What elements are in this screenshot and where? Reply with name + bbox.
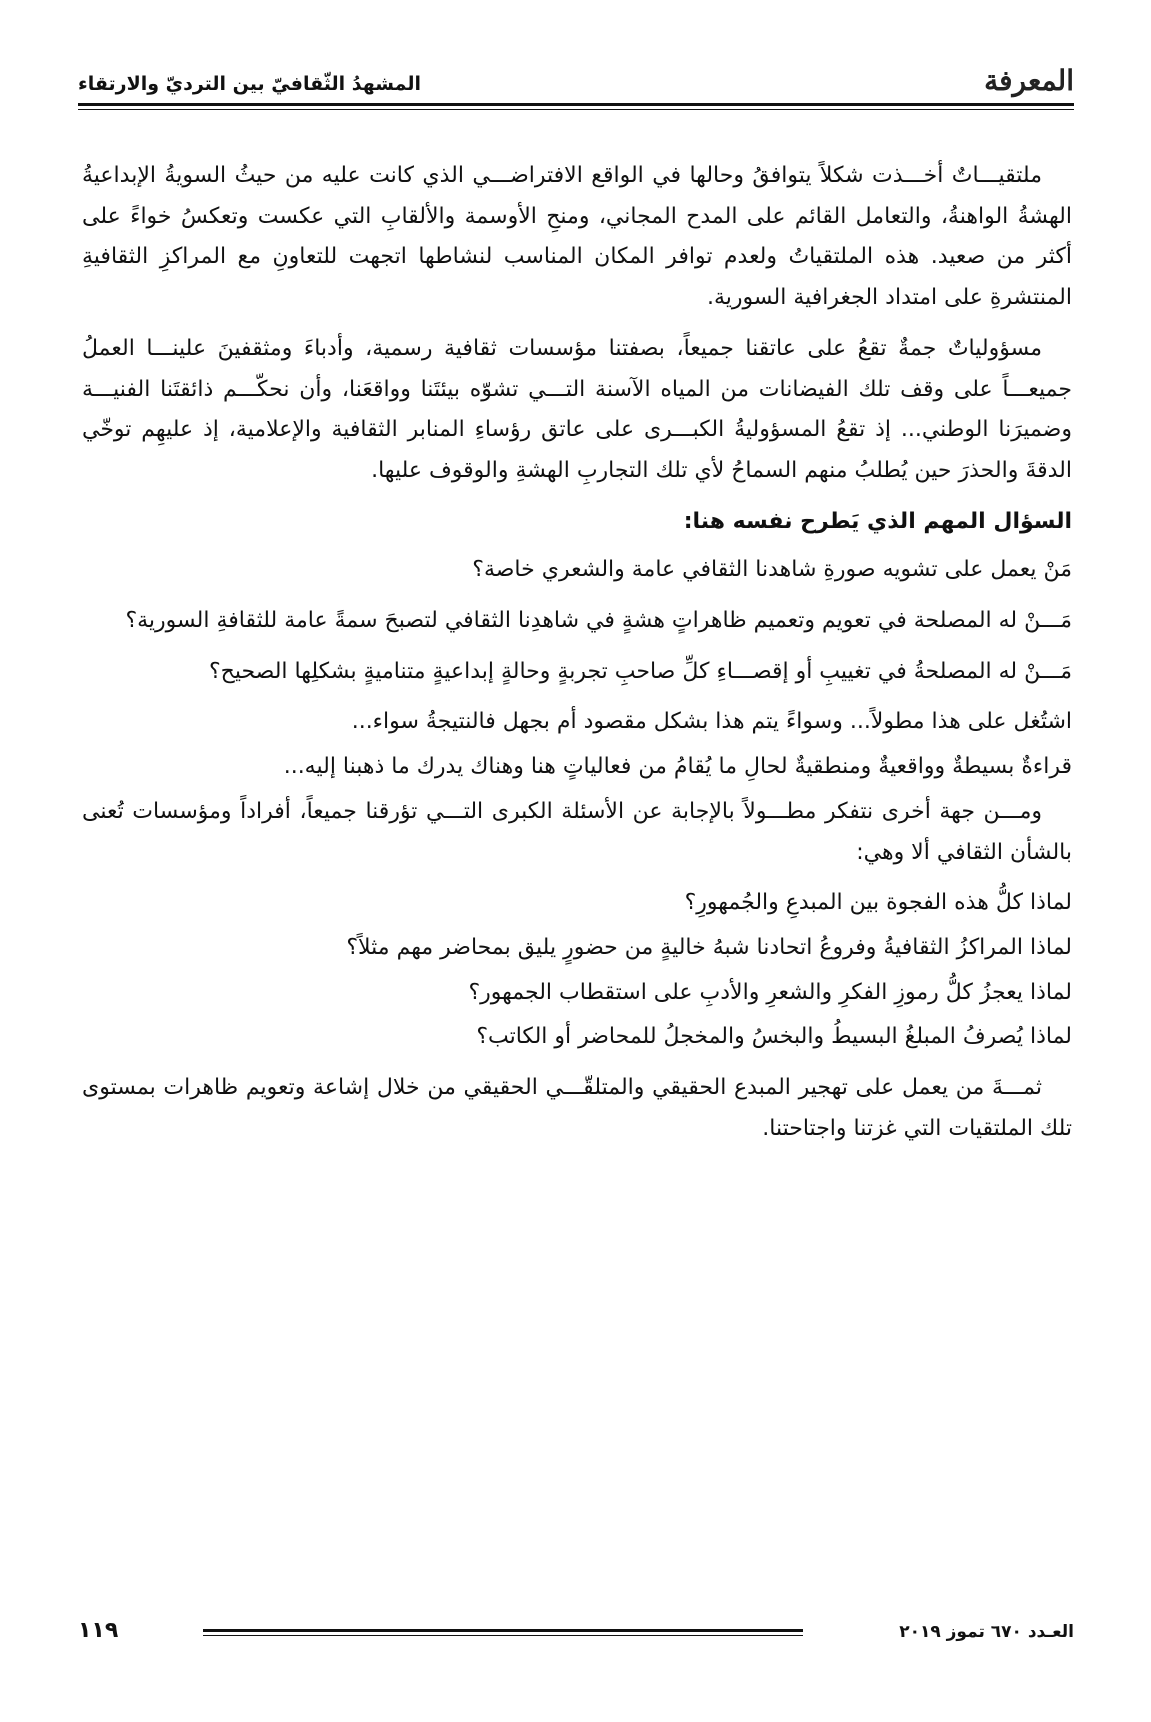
running-title: المشهدُ الثّقافيّ بين الترديّ والارتقاء [78, 73, 422, 95]
section-question-heading: السؤال المهم الذي يَطرح نفسه هنا: [683, 508, 1072, 534]
page-footer [78, 1618, 1074, 1648]
paragraph: ثمـــةَ من يعمل على تهجير المبدع الحقيقي والمتلقّـــي الحقيقي من خلال إشاعة وتعويم ظاهرات بمستوى تلك الملتقيات التي غزتنا واجتاحتنا. [82, 1075, 1072, 1141]
question: لماذا يعجزُ كلُّ رموزِ الفكرِ والشعرِ والأدبِ على استقطاب الجمهور؟ [468, 979, 1072, 1005]
page-number: ١١٩ [78, 1618, 119, 1643]
question: مَـــنْ له المصلحةُ في تغييبِ أو إقصـــاءِ كلِّ صاحبِ تجربةٍ وحالةٍ إبداعيةٍ متناميةٍ بشكلِها الصحيح؟ [208, 658, 1072, 684]
question: لماذا المراكزُ الثقافيةُ وفروعُ اتحادنا شبهُ خاليةٍ من حضورٍ يليق بمحاضر مهم مثلاً؟ [346, 934, 1072, 960]
article-body [82, 156, 1072, 1159]
issue-info: العـدد ٦٧٠ تموز ٢٠١٩ [899, 1622, 1074, 1642]
question: لماذا كلُّ هذه الفجوة بين المبدعِ والجُمهورِ؟ [684, 890, 1072, 916]
magazine-logo: المعرفة [984, 64, 1074, 97]
question: مَـــنْ له المصلحة في تعويم وتعميم ظاهراتٍ هشةٍ في شاهدِنا الثقافي لتصبحَ سمةً عامة للثقافةِ السورية؟ [125, 608, 1072, 634]
paragraph: ومـــن جهة أخرى نتفكر مطـــولاً بالإجابة عن الأسئلة الكبرى التـــي تؤرقنا جميعاً، أفراداً ومؤسسات تُعنى بالشأن الثقافي ألا وهي: [82, 798, 1072, 865]
paragraph: مسؤولياتٌ جمةٌ تقعُ على عاتقنا جميعاً، بصفتنا مؤسسات ثقافية رسمية، وأدباءَ ومثقفينَ علينـــا العملُ جميعـــاً على وقف تلك الفيضانات من المياه الآسنة التـــي تشوّه بيئتَنا وواقعَنا، وأن نحكّـــم ذائقتَنا الفنيـــة وضميرَنا الوطني... إذ تقعُ المسؤوليةُ الكبـــرى على عاتق رؤساءِ المنابر الثقافية والإعلامية، إذ عليهِم توخّي الدقةَ والحذرَ حين يُطلبُ منهم السماحُ لأي تلك التجاربِ الهشةِ والوقوف عليها. [82, 335, 1072, 483]
footer-rule [203, 1629, 803, 1632]
paragraph: قراءةٌ بسيطةٌ وواقعيةٌ ومنطقيةٌ لحالِ ما يُقامُ من فعالياتٍ هنا وهناك يدرك ما ذهبنا إليه... [283, 754, 1072, 780]
paragraph: اشتُغل على هذا مطولاً... وسواءً يتم هذا بشكل مقصود أم بجهل فالنتيجةُ سواء... [351, 709, 1072, 735]
footer-rule-thin [203, 1635, 803, 1636]
question: مَنْ يعمل على تشويه صورةِ شاهدنا الثقافي عامة والشعري خاصة؟ [472, 557, 1072, 583]
question: لماذا يُصرفُ المبلغُ البسيطُ والبخسُ والمخجلُ للمحاضر أو الكاتب؟ [476, 1024, 1072, 1050]
header-rule [78, 103, 1074, 106]
page-header [78, 58, 1074, 98]
header-rule-thin [78, 109, 1074, 110]
paragraph: ملتقيـــاتٌ أخـــذت شكلاً يتوافقُ وحالها في الواقع الافتراضـــي الذي كانت عليه من حيثُ السويةُ الإبداعيةُ الهشةُ الواهنةُ، والتعامل القائم على المدح المجاني، ومنحِ الأوسمة والألقابِ التي عكست وتعكسُ خواءً على أكثر من صعيد. هذه الملتقياتُ ولعدم توافر المكان المناسب لنشاطها اتجهت للتعاونِ مع المراكزِ الثقافيةِ المنتشرةِ على امتداد الجغرافية السورية. [82, 163, 1072, 311]
